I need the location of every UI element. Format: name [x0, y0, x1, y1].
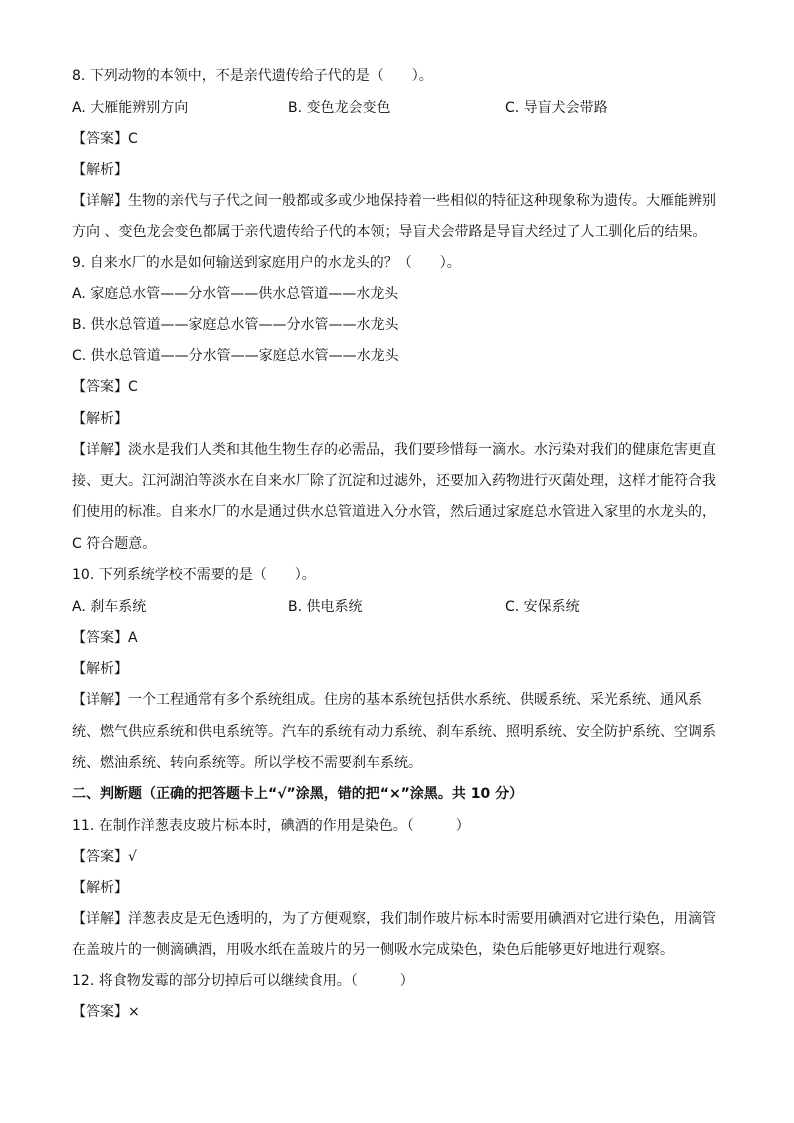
q10-detail-line: 统、燃油系统、转向系统等。所以学校不需要刹车系统。 — [72, 755, 422, 771]
q9-detail-line: 接、更大。江河湖泊等淡水在自来水厂除了沉淀和过滤外，还要加入药物进行灭菌处理，这样才能符合我 — [72, 473, 716, 489]
q9-detail-line: C 符合题意。 — [72, 536, 157, 552]
q8-detail-line: 【详解】生物的亲代与子代之间一般都或多或少地保持着一些相似的特征这种现象称为遗传。大雁能辨别 — [72, 193, 716, 209]
q8-option-c: C. 导盲犬会带路 — [505, 100, 608, 116]
q10-option-a: A. 刹车系统 — [72, 599, 147, 615]
q11-analysis-label: 【解析】 — [72, 880, 128, 896]
q9-option-a: A. 家庭总水管——分水管——供水总管道——水龙头 — [72, 286, 399, 302]
q10-analysis-label: 【解析】 — [72, 661, 128, 677]
q8-option-b: B. 变色龙会变色 — [288, 100, 391, 116]
q12-stem: 12. 将食物发霉的部分切掉后可以继续食用。（ ） — [72, 973, 414, 989]
q10-stem: 10. 下列系统学校不需要的是（ ）。 — [72, 567, 316, 583]
q8-answer: 【答案】C — [72, 131, 138, 147]
q9-analysis-label: 【解析】 — [72, 411, 128, 427]
q9-detail-line: 们使用的标准。自来水厂的水是通过供水总管道进入分水管，然后通过家庭总水管进入家里的水龙头的， — [72, 504, 716, 520]
q8-analysis-label: 【解析】 — [72, 162, 128, 178]
q9-option-c: C. 供水总管道——分水管——家庭总水管——水龙头 — [72, 348, 399, 364]
q10-answer: 【答案】A — [72, 630, 138, 646]
q8-stem: 8. 下列动物的本领中，不是亲代遗传给子代的是（ ）。 — [72, 68, 433, 84]
q9-option-b: B. 供水总管道——家庭总水管——分水管——水龙头 — [72, 317, 399, 333]
q9-stem: 9. 自来水厂的水是如何输送到家庭用户的水龙头的？（ ）。 — [72, 255, 461, 271]
q10-options — [72, 597, 722, 617]
q12-answer: 【答案】× — [72, 1004, 140, 1020]
q10-option-c: C. 安保系统 — [505, 599, 580, 615]
q8-detail-line: 方向 、变色龙会变色都属于亲代遗传给子代的本领；导盲犬会带路是导盲犬经过了人工驯化后的结果。 — [72, 224, 707, 240]
q10-detail-line: 【详解】一个工程通常有多个系统组成。住房的基本系统包括供水系统、供暖系统、采光系统、通风系 — [72, 692, 702, 708]
q8-option-a: A. 大雁能辨别方向 — [72, 100, 189, 116]
q9-answer: 【答案】C — [72, 379, 138, 395]
q11-detail-line: 在盖玻片的一侧滴碘酒，用吸水纸在盖玻片的另一侧吸水完成染色，染色后能够更好地进行观察。 — [72, 942, 674, 958]
q11-detail-line: 【详解】洋葱表皮是无色透明的，为了方便观察，我们制作玻片标本时需要用碘酒对它进行染色，用滴管 — [72, 911, 716, 927]
q10-detail-line: 统、燃气供应系统和供电系统等。汽车的系统有动力系统、刹车系统、照明系统、安全防护系统、空调系 — [72, 724, 716, 740]
q9-detail-line: 【详解】淡水是我们人类和其他生物生存的必需品，我们要珍惜每一滴水。水污染对我们的健康危害更直 — [72, 442, 716, 458]
q10-option-b: B. 供电系统 — [288, 599, 363, 615]
section-heading: 二、判断题（正确的把答题卡上“√”涂黑，错的把“×”涂黑。共 10 分） — [72, 786, 524, 802]
q8-options — [72, 98, 722, 118]
q11-stem: 11. 在制作洋葱表皮玻片标本时，碘酒的作用是染色。（ ） — [72, 818, 470, 834]
q11-answer: 【答案】√ — [72, 849, 137, 865]
